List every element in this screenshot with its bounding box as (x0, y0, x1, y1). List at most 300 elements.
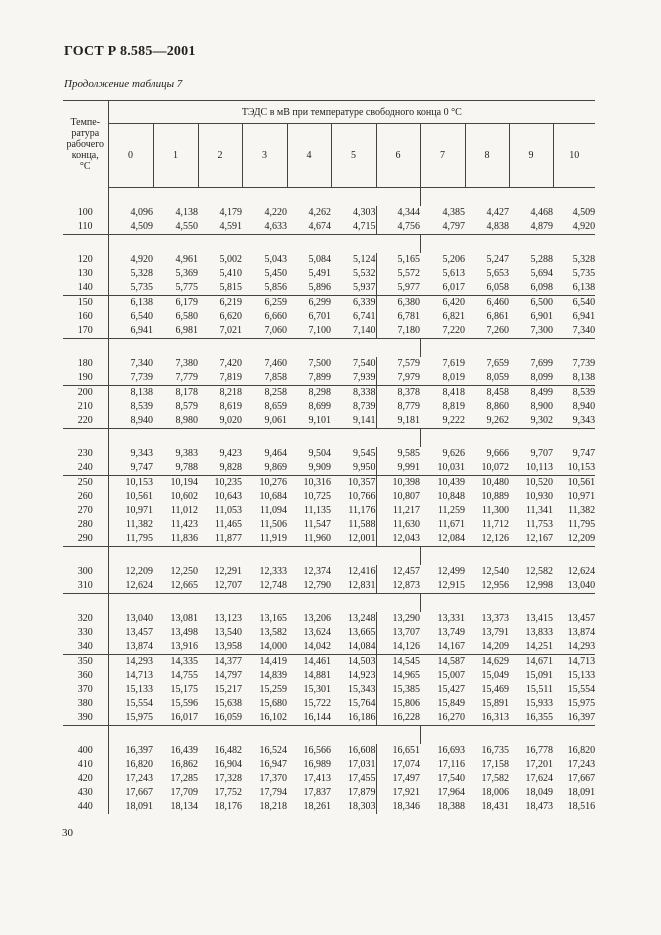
emf-value-cell: 6,580 (175, 311, 198, 322)
emf-value-cell: 9,222 (420, 414, 465, 429)
emf-value-cell: 7,340 (130, 358, 153, 369)
emf-value-cell: 12,043 (376, 532, 420, 547)
emf-value-cell: 4,468 (530, 207, 553, 218)
emf-value-cell: 18,134 (170, 801, 198, 812)
emf-value-cell: 14,839 (259, 670, 287, 681)
emf-value-cell: 16,989 (303, 759, 331, 770)
emf-value-cell: 16,862 (170, 759, 198, 770)
emf-value-cell: 15,933 (525, 698, 553, 709)
emf-value-cell: 4,715 (331, 220, 376, 235)
block-gap (63, 339, 595, 358)
emf-value-cell: 15,133 (125, 684, 153, 695)
emf-value-cell: 15,554 (125, 698, 153, 709)
emf-value-cell: 7,899 (287, 371, 331, 386)
emf-value-cell: 4,303 (331, 206, 376, 220)
emf-value-cell: 13,874 (567, 627, 596, 638)
temperature-cell: 360 (63, 669, 108, 683)
emf-value-cell: 17,667 (125, 787, 153, 798)
emf-value-cell: 10,153 (125, 477, 153, 488)
emf-value-cell: 7,779 (153, 371, 198, 386)
emf-value-cell: 9,828 (198, 461, 242, 476)
emf-value-cell: 15,091 (525, 670, 553, 681)
emf-value-cell: 9,626 (442, 448, 465, 459)
emf-value-cell: 14,251 (509, 640, 553, 655)
emf-value-cell: 17,413 (303, 773, 331, 784)
emf-value-cell: 6,901 (530, 311, 553, 322)
emf-value-cell: 7,579 (397, 358, 420, 369)
temperature-cell: 190 (63, 371, 108, 386)
emf-value-cell: 11,919 (242, 532, 287, 547)
emf-value-cell: 13,373 (481, 613, 509, 624)
emf-value-cell: 4,509 (108, 220, 153, 235)
emf-value-cell: 14,629 (481, 656, 509, 667)
emf-value-cell: 13,958 (198, 640, 242, 655)
emf-value-cell: 11,712 (481, 519, 509, 530)
emf-value-cell: 8,418 (442, 387, 465, 398)
temperature-cell: 330 (63, 626, 108, 640)
emf-value-cell: 15,217 (214, 684, 242, 695)
emf-value-cell: 9,141 (331, 414, 376, 429)
emf-value-cell: 8,539 (130, 401, 153, 412)
table-row (63, 324, 595, 339)
emf-value-cell: 16,397 (553, 711, 595, 726)
emf-value-cell: 11,753 (525, 519, 553, 530)
emf-value-cell: 14,335 (170, 656, 198, 667)
temperature-cell: 160 (63, 310, 108, 324)
emf-value-cell: 5,369 (175, 268, 198, 279)
emf-value-cell: 5,206 (442, 254, 465, 265)
emf-value-cell: 8,499 (530, 387, 553, 398)
temperature-cell: 440 (63, 800, 108, 814)
emf-value-cell: 7,260 (465, 324, 509, 339)
table-row (63, 612, 595, 626)
emf-value-cell: 11,877 (198, 532, 242, 547)
emf-value-cell: 6,219 (219, 297, 242, 308)
emf-value-cell: 16,778 (525, 745, 553, 756)
emf-value-cell: 17,794 (259, 787, 287, 798)
emf-value-cell: 10,684 (259, 491, 287, 502)
emf-value-cell: 6,138 (553, 281, 595, 296)
emf-value-cell: 5,002 (219, 254, 242, 265)
emf-value-cell: 14,293 (125, 656, 153, 667)
emf-value-cell: 9,181 (376, 414, 420, 429)
emf-value-cell: 18,473 (525, 801, 553, 812)
temperature-cell: 140 (63, 281, 108, 296)
emf-value-cell: 15,891 (481, 698, 509, 709)
emf-value-cell: 12,333 (259, 566, 287, 577)
emf-value-cell: 9,061 (242, 414, 287, 429)
emf-value-cell: 4,879 (509, 220, 553, 235)
table-row (63, 310, 595, 324)
emf-value-cell: 15,849 (437, 698, 465, 709)
emf-value-cell: 9,909 (287, 461, 331, 476)
emf-value-cell: 16,313 (465, 711, 509, 726)
emf-value-cell: 13,165 (259, 613, 287, 624)
emf-value-cell: 10,276 (259, 477, 287, 488)
emf-value-cell: 16,439 (170, 745, 198, 756)
emf-value-cell: 17,243 (125, 773, 153, 784)
emf-value-cell: 14,923 (331, 669, 376, 683)
emf-value-cell: 7,340 (553, 324, 595, 339)
emf-value-cell: 15,007 (437, 670, 465, 681)
emf-value-cell: 8,819 (442, 401, 465, 412)
emf-value-cell: 8,138 (130, 387, 153, 398)
emf-value-cell: 16,228 (376, 711, 420, 726)
table-row (63, 579, 595, 594)
column-header: 9 (509, 124, 553, 188)
emf-value-cell: 13,540 (214, 627, 242, 638)
emf-value-cell: 11,547 (303, 519, 331, 530)
emf-value-cell: 8,458 (486, 387, 509, 398)
emf-value-cell: 8,218 (219, 387, 242, 398)
emf-value-cell: 10,930 (525, 491, 553, 502)
emf-value-cell: 5,288 (530, 254, 553, 265)
emf-value-cell: 6,380 (397, 297, 420, 308)
emf-value-cell: 13,206 (303, 613, 331, 624)
emf-value-cell: 5,572 (397, 268, 420, 279)
emf-value-cell: 5,328 (130, 268, 153, 279)
table-row (63, 565, 595, 579)
emf-value-cell: 15,596 (170, 698, 198, 709)
temperature-cell: 230 (63, 447, 108, 461)
emf-value-cell: 6,941 (108, 324, 153, 339)
emf-value-cell: 5,613 (442, 268, 465, 279)
column-header: 4 (287, 124, 331, 188)
emf-value-cell: 12,665 (153, 579, 198, 594)
emf-value-cell: 9,464 (264, 448, 287, 459)
table-row (63, 414, 595, 429)
temperature-cell: 130 (63, 267, 108, 281)
emf-value-cell: 5,450 (264, 268, 287, 279)
emf-value-cell: 5,937 (331, 281, 376, 296)
temperature-cell: 100 (63, 206, 108, 220)
emf-value-cell: 13,123 (214, 613, 242, 624)
emf-value-cell: 17,497 (392, 773, 420, 784)
emf-value-cell: 10,357 (331, 476, 376, 491)
emf-value-cell: 11,176 (331, 504, 376, 518)
emf-value-cell: 4,096 (130, 207, 153, 218)
table-row (63, 206, 595, 220)
emf-value-cell: 13,498 (170, 627, 198, 638)
emf-value-cell: 9,788 (153, 461, 198, 476)
emf-value-cell: 10,971 (125, 505, 153, 516)
emf-value-cell: 13,874 (108, 640, 153, 655)
emf-value-cell: 9,302 (509, 414, 553, 429)
emf-value-cell: 7,420 (219, 358, 242, 369)
emf-value-cell: 4,961 (175, 254, 198, 265)
table-row (63, 800, 595, 814)
table-caption: Продолжение таблицы 7 (64, 78, 183, 90)
emf-value-cell: 11,259 (437, 505, 465, 516)
emf-value-cell: 10,725 (303, 491, 331, 502)
emf-value-cell: 11,836 (153, 532, 198, 547)
emf-value-cell: 18,516 (567, 801, 596, 812)
emf-value-cell: 8,940 (108, 414, 153, 429)
emf-value-cell: 14,419 (259, 656, 287, 667)
table-row (63, 253, 595, 267)
emf-value-cell: 16,947 (259, 759, 287, 770)
emf-value-cell: 12,624 (567, 566, 596, 577)
emf-value-cell: 15,638 (214, 698, 242, 709)
table-row (63, 371, 595, 386)
emf-value-cell: 14,965 (392, 670, 420, 681)
emf-value-cell: 4,550 (153, 220, 198, 235)
emf-value-cell: 5,247 (486, 254, 509, 265)
emf-value-cell: 6,660 (264, 311, 287, 322)
emf-value-cell: 17,837 (303, 787, 331, 798)
table-row (63, 357, 595, 371)
emf-value-cell: 11,506 (259, 519, 287, 530)
emf-value-cell: 17,285 (170, 773, 198, 784)
emf-value-cell: 17,370 (259, 773, 287, 784)
emf-value-cell: 11,341 (525, 505, 553, 516)
table-row (63, 711, 595, 726)
emf-value-cell: 13,707 (392, 627, 420, 638)
emf-value-cell: 13,081 (170, 613, 198, 624)
emf-value-cell: 11,423 (170, 519, 198, 530)
emf-value-cell: 15,511 (525, 684, 553, 695)
emf-value-cell: 5,532 (331, 267, 376, 281)
emf-value-cell: 16,270 (420, 711, 465, 726)
table-row (63, 461, 595, 476)
emf-value-cell: 15,427 (437, 684, 465, 695)
emf-value-cell: 5,043 (264, 254, 287, 265)
emf-value-cell: 14,377 (214, 656, 242, 667)
table-row (63, 518, 595, 532)
block-gap (63, 594, 595, 613)
emf-value-cell: 6,299 (308, 297, 331, 308)
table-row (63, 220, 595, 235)
emf-value-cell: 10,113 (509, 461, 553, 476)
emf-value-cell: 10,398 (392, 477, 420, 488)
emf-value-cell: 11,382 (125, 519, 153, 530)
temperature-cell: 290 (63, 532, 108, 547)
emf-value-cell: 5,410 (219, 268, 242, 279)
emf-value-cell: 15,680 (259, 698, 287, 709)
emf-value-cell: 18,261 (303, 801, 331, 812)
emf-value-cell: 17,243 (567, 759, 596, 770)
temperature-cell: 320 (63, 612, 108, 626)
emf-value-cell: 14,167 (420, 640, 465, 655)
emf-value-cell: 12,001 (331, 532, 376, 547)
emf-value-cell: 12,499 (437, 566, 465, 577)
emf-value-cell: 4,385 (442, 207, 465, 218)
table-row (63, 758, 595, 772)
emf-value-cell: 13,248 (331, 612, 376, 626)
emf-value-cell: 18,388 (437, 801, 465, 812)
emf-value-cell: 17,624 (525, 773, 553, 784)
emf-value-cell: 6,540 (130, 311, 153, 322)
block-gap (63, 726, 595, 745)
temperature-cell: 390 (63, 711, 108, 726)
emf-value-cell: 13,916 (153, 640, 198, 655)
emf-value-cell: 14,126 (376, 640, 420, 655)
emf-value-cell: 15,469 (481, 684, 509, 695)
temperature-cell: 210 (63, 400, 108, 414)
emf-value-cell: 12,540 (481, 566, 509, 577)
document-header: ГОСТ Р 8.585—2001 (64, 44, 196, 59)
emf-value-cell: 13,040 (553, 579, 595, 594)
table-row (63, 683, 595, 697)
temperature-cell: 270 (63, 504, 108, 518)
emf-value-cell: 4,509 (572, 207, 596, 218)
emf-value-cell: 16,904 (214, 759, 242, 770)
emf-value-cell: 8,059 (465, 371, 509, 386)
temperature-cell: 110 (63, 220, 108, 235)
emf-value-cell: 9,545 (331, 447, 376, 461)
table-row (63, 640, 595, 655)
emf-value-cell: 10,480 (481, 477, 509, 488)
emf-value-cell: 6,339 (331, 296, 376, 311)
temperature-cell: 240 (63, 461, 108, 476)
emf-value-cell: 9,585 (397, 448, 420, 459)
temperature-cell: 220 (63, 414, 108, 429)
temperature-cell: 380 (63, 697, 108, 711)
emf-value-cell: 7,460 (264, 358, 287, 369)
emf-value-cell: 17,752 (214, 787, 242, 798)
emf-value-cell: 17,540 (437, 773, 465, 784)
emf-value-cell: 9,343 (553, 414, 595, 429)
emf-value-cell: 8,138 (553, 371, 595, 386)
emf-value-cell: 14,461 (303, 656, 331, 667)
emf-value-cell: 6,420 (442, 297, 465, 308)
emf-value-cell: 7,659 (486, 358, 509, 369)
emf-value-cell: 6,098 (509, 281, 553, 296)
emf-value-cell: 13,665 (331, 626, 376, 640)
emf-value-cell: 13,749 (437, 627, 465, 638)
emf-value-cell: 10,520 (525, 477, 553, 488)
emf-value-cell: 14,503 (331, 655, 376, 670)
emf-value-cell: 17,201 (525, 759, 553, 770)
emf-value-cell: 12,582 (525, 566, 553, 577)
emf-value-cell: 5,653 (486, 268, 509, 279)
emf-value-cell: 8,099 (509, 371, 553, 386)
emf-value-cell: 7,540 (331, 357, 376, 371)
emf-value-cell: 6,941 (572, 311, 596, 322)
emf-value-cell: 5,735 (572, 268, 596, 279)
emf-value-cell: 5,856 (242, 281, 287, 296)
table-body (63, 188, 595, 815)
block-gap (63, 547, 595, 566)
emf-value-cell: 17,116 (437, 759, 465, 770)
emf-value-cell: 5,165 (397, 254, 420, 265)
emf-value-cell: 17,328 (214, 773, 242, 784)
emf-value-cell: 14,293 (553, 640, 595, 655)
emf-value-cell: 12,209 (553, 532, 595, 547)
table-row (63, 281, 595, 296)
emf-value-cell: 12,209 (125, 566, 153, 577)
emf-value-cell: 5,735 (108, 281, 153, 296)
emf-value-cell: 13,624 (303, 627, 331, 638)
emf-value-cell: 16,566 (303, 745, 331, 756)
emf-value-cell: 14,713 (125, 670, 153, 681)
table-row (63, 655, 595, 670)
emf-value-cell: 14,042 (287, 640, 331, 655)
emf-value-cell: 7,739 (572, 358, 596, 369)
emf-value-cell: 8,739 (331, 400, 376, 414)
table-row (63, 400, 595, 414)
emf-value-cell: 16,651 (392, 745, 420, 756)
temperature-cell: 400 (63, 744, 108, 758)
emf-value-cell: 15,343 (331, 683, 376, 697)
column-header: 8 (465, 124, 509, 188)
emf-value-cell: 8,900 (530, 401, 553, 412)
emf-value-cell: 9,383 (175, 448, 198, 459)
emf-value-cell: 7,739 (108, 371, 153, 386)
emf-value-cell: 17,921 (392, 787, 420, 798)
table-row (63, 786, 595, 800)
emf-value-cell: 13,415 (525, 613, 553, 624)
emf-value-cell: 8,019 (420, 371, 465, 386)
table-row (63, 447, 595, 461)
emf-value-cell: 14,587 (437, 656, 465, 667)
emf-value-cell: 12,624 (108, 579, 153, 594)
emf-value-cell: 6,017 (420, 281, 465, 296)
temperature-cell: 280 (63, 518, 108, 532)
emf-super-header: ТЭДС в мВ при температуре свободного конца 0 °С (108, 101, 595, 124)
column-header: 0 (108, 124, 153, 188)
emf-value-cell: 4,674 (287, 220, 331, 235)
emf-value-cell: 11,053 (214, 505, 242, 516)
table-row (63, 296, 595, 311)
temperature-cell: 370 (63, 683, 108, 697)
table-row (63, 744, 595, 758)
emf-value-cell: 11,217 (392, 505, 420, 516)
column-header: 1 (153, 124, 198, 188)
temperature-cell: 250 (63, 476, 108, 491)
emf-value-cell: 17,582 (481, 773, 509, 784)
emf-value-cell: 15,049 (481, 670, 509, 681)
emf-value-cell: 12,084 (420, 532, 465, 547)
emf-value-cell: 9,101 (287, 414, 331, 429)
emf-value-cell: 17,879 (331, 786, 376, 800)
emf-value-cell: 12,873 (376, 579, 420, 594)
emf-value-cell: 7,500 (308, 358, 331, 369)
emf-value-cell: 8,659 (264, 401, 287, 412)
emf-value-cell: 9,950 (331, 461, 376, 476)
emf-value-cell: 4,633 (242, 220, 287, 235)
emf-value-cell: 18,176 (214, 801, 242, 812)
emf-value-cell: 8,779 (397, 401, 420, 412)
emf-value-cell: 15,975 (567, 698, 596, 709)
column-header: 3 (242, 124, 287, 188)
temperature-cell: 410 (63, 758, 108, 772)
emf-value-cell: 7,060 (242, 324, 287, 339)
table-row (63, 532, 595, 547)
column-header: 10 (553, 124, 595, 188)
emf-value-cell: 11,588 (331, 518, 376, 532)
emf-value-cell: 14,881 (303, 670, 331, 681)
emf-value-cell: 12,374 (303, 566, 331, 577)
emf-value-cell: 17,455 (331, 772, 376, 786)
emf-value-cell: 4,920 (130, 254, 153, 265)
column-header: 6 (376, 124, 420, 188)
emf-value-cell: 18,218 (259, 801, 287, 812)
emf-value-cell: 9,020 (198, 414, 242, 429)
emf-value-cell: 8,178 (175, 387, 198, 398)
emf-value-cell: 6,259 (264, 297, 287, 308)
emf-value-cell: 10,031 (420, 461, 465, 476)
emf-value-cell: 17,074 (392, 759, 420, 770)
emf-value-cell: 15,175 (170, 684, 198, 695)
emf-value-cell: 4,427 (486, 207, 509, 218)
emf-value-cell: 6,179 (175, 297, 198, 308)
emf-value-cell: 9,747 (108, 461, 153, 476)
emf-value-cell: 15,133 (567, 670, 596, 681)
emf-value-cell: 11,382 (567, 505, 596, 516)
emf-value-cell: 16,186 (331, 711, 376, 726)
emf-value-cell: 11,671 (437, 519, 465, 530)
